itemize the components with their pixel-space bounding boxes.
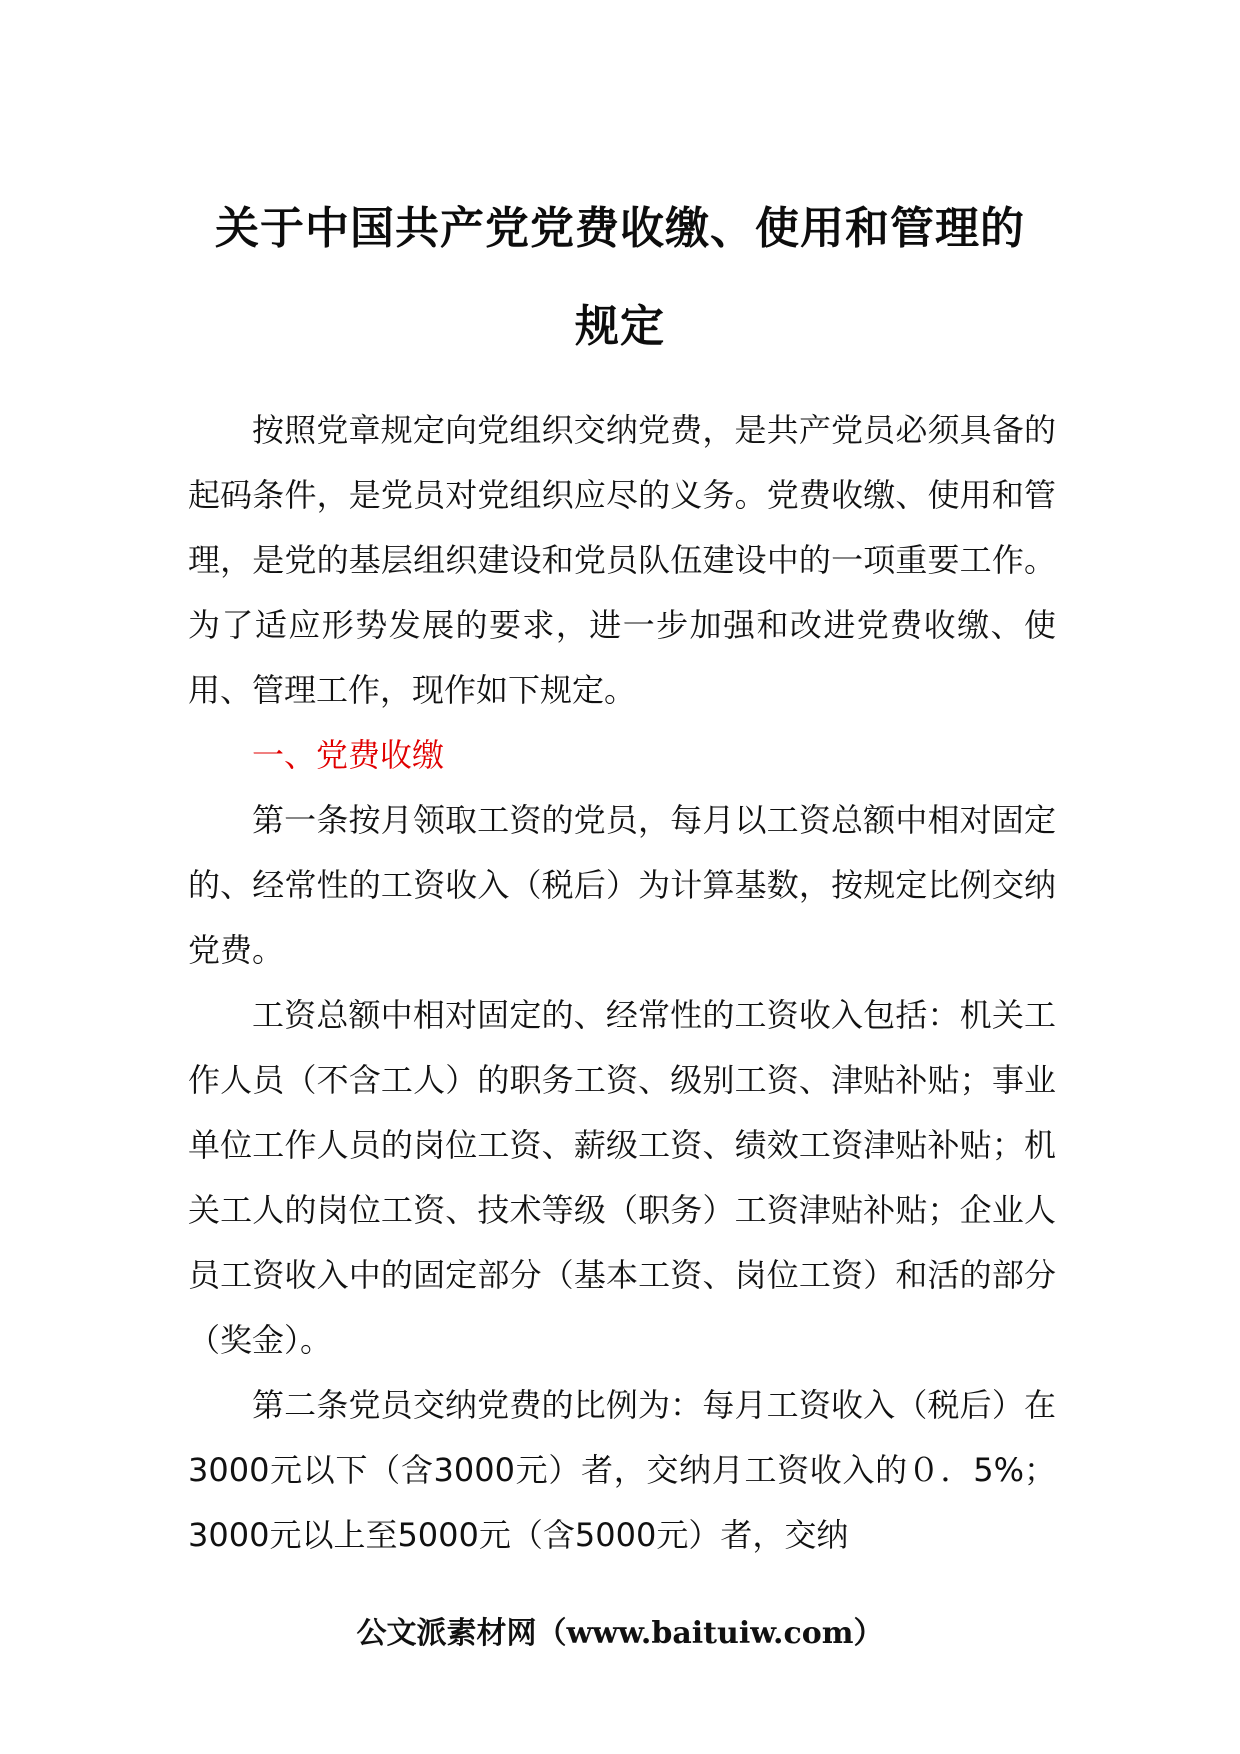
paragraph-article-2: 第二条党员交纳党费的比例为：每月工资收入（税后）在3000元以下（含3000元）者，交纳月工资收入的０．5%；3000元以上至5000元（含5000元）者，交纳 bbox=[188, 1386, 1056, 1554]
document-body bbox=[188, 398, 1056, 1568]
document-title-line1: 关于中国共产党党费收缴、使用和管理的 bbox=[215, 203, 1025, 254]
paragraph-article-1: 第一条按月领取工资的党员，每月以工资总额中相对固定的、经常性的工资收入（税后）为计算基数，按规定比例交纳党费。 bbox=[188, 801, 1056, 969]
footer-watermark: 公文派素材网（www.baituiw.com） bbox=[356, 1616, 884, 1651]
section-heading-dues-collection: 一、党费收缴 bbox=[252, 736, 445, 774]
document-title-line2: 规定 bbox=[575, 301, 665, 352]
paragraph-intro: 按照党章规定向党组织交纳党费，是共产党员必须具备的起码条件，是党员对党组织应尽的义务。党费收缴、使用和管理，是党的基层组织建设和党员队伍建设中的一项重要工作。为了适应形势发展的要求，进一步加强和改进党费收缴、使用、管理工作，现作如下规定。 bbox=[188, 411, 1056, 709]
paragraph-article-1-detail: 工资总额中相对固定的、经常性的工资收入包括：机关工作人员（不含工人）的职务工资、级别工资、津贴补贴；事业单位工作人员的岗位工资、薪级工资、绩效工资津贴补贴；机关工人的岗位工资、技术等级（职务）工资津贴补贴；企业人员工资收入中的固定部分（基本工资、岗位工资）和活的部分（奖金）。 bbox=[188, 996, 1056, 1359]
